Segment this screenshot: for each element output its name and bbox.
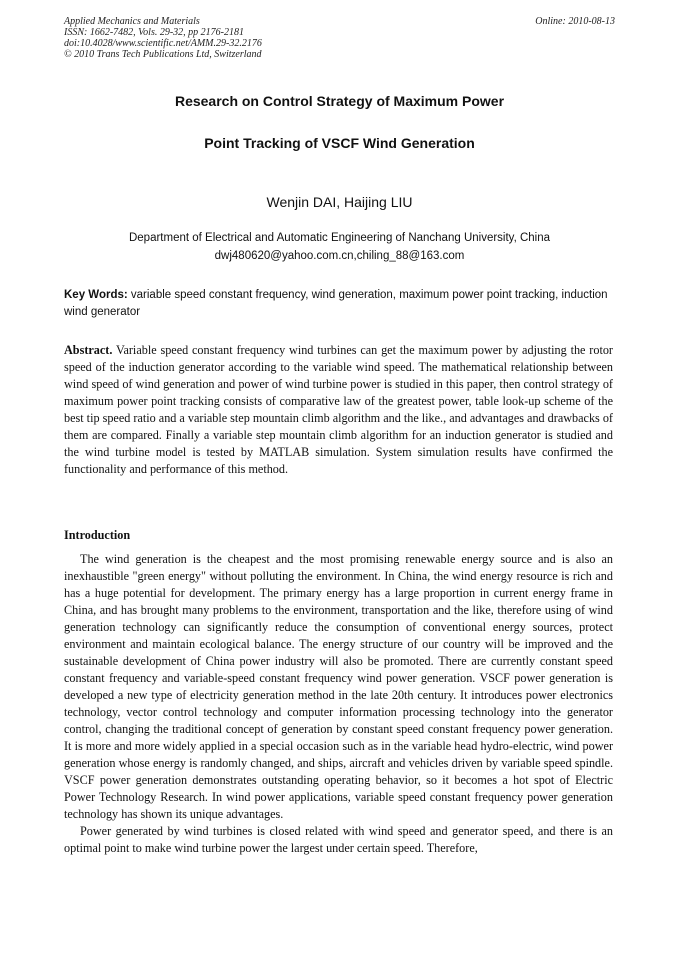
journal-name: Applied Mechanics and Materials (64, 16, 200, 27)
abstract-block (64, 342, 613, 478)
abstract-text: Variable speed constant frequency wind turbines can get the maximum power by adjusting the rotor speed of the induction generator according to the variable wind speed. The mathematical relationship between wind speed of wind generation and power of wind turbine power is studied in this paper, then control strategy of maximum power point tracking consists of comparative law of the greatest power, table look-up scheme of the best tip speed ratio and a variable step mountain climb algorithm and the like., and advantages and drawbacks of them are compared. Finally a variable step mountain climb algorithm for an induction generator is studied and the wind turbine model is tested by MATLAB simulation. System simulation results have confirmed the functionality and performance of this method. (64, 343, 613, 476)
introduction-heading: Introduction (64, 528, 131, 542)
affiliation-department: Department of Electrical and Automatic Engineering of Nanchang University, China (128, 232, 551, 244)
keywords-text: variable speed constant frequency, wind generation, maximum power point tracking, induction wind generator (64, 289, 608, 318)
paper-title-line-1: Research on Control Strategy of Maximum Power (174, 93, 505, 109)
online-date: Online: 2010-08-13 (535, 16, 615, 27)
introduction-paragraph-2: Power generated by wind turbines is closed related with wind speed and generator speed, and there is an optimal point to make wind turbine power the largest under certain speed. Therefore, (64, 824, 613, 855)
paper-title-line-2: Point Tracking of VSCF Wind Generation (204, 135, 475, 151)
copyright-line: © 2010 Trans Tech Publications Ltd, Switzerland (64, 49, 262, 60)
affiliation-emails: dwj480620@yahoo.com.cn,chiling_88@163.com (214, 250, 465, 262)
keywords-block (64, 287, 615, 321)
journal-header (64, 16, 615, 60)
introduction-body (64, 551, 613, 857)
keywords-label: Key Words: (64, 289, 128, 301)
introduction-paragraph-1: The wind generation is the cheapest and the most promising renewable energy source and is also an inexhaustible "green energy" without polluting the environment. In China, the wind energy resource is rich and has a huge potential for development. The primary energy has a large proportion in current energy frame in China, and has brought many problems to the environment, transportation and the like, therefore using of wind generation technology can significantly reduce the consumption of conventional energy sources, protect environment and maintain ecological balance. The energy structure of our country will be improved and the sustainable development of China power industry will also be promoted. There are currently constant speed constant frequency and variable-speed constant frequency wind power generation. VSCF power generation is developed a new type of electricity generation method in the late 20th century. It introduces power electronics technology, vector control technology and computer information processing technology into the generator control, changing the traditional concept of generation by constant speed constant frequency power generation. It is more and more widely applied in a special occasion such as in the variable head hydro-electric, wind power generation whose energy is randomly changed, and ships, aircraft and vehicles driven by variable speed spindle. VSCF power generation demonstrates outstanding operating behavior, so it becomes a hot spot of Electric Power Technology Research. In wind power applications, variable speed constant frequency power generation technology has shown its unique advantages. (64, 552, 613, 821)
issn-line: ISSN: 1662-7482, Vols. 29-32, pp 2176-2181 (64, 27, 244, 38)
authors: Wenjin DAI, Haijing LIU (266, 194, 413, 210)
abstract-label: Abstract. (64, 343, 113, 357)
doi-line: doi:10.4028/www.scientific.net/AMM.29-32.2176 (64, 38, 262, 49)
